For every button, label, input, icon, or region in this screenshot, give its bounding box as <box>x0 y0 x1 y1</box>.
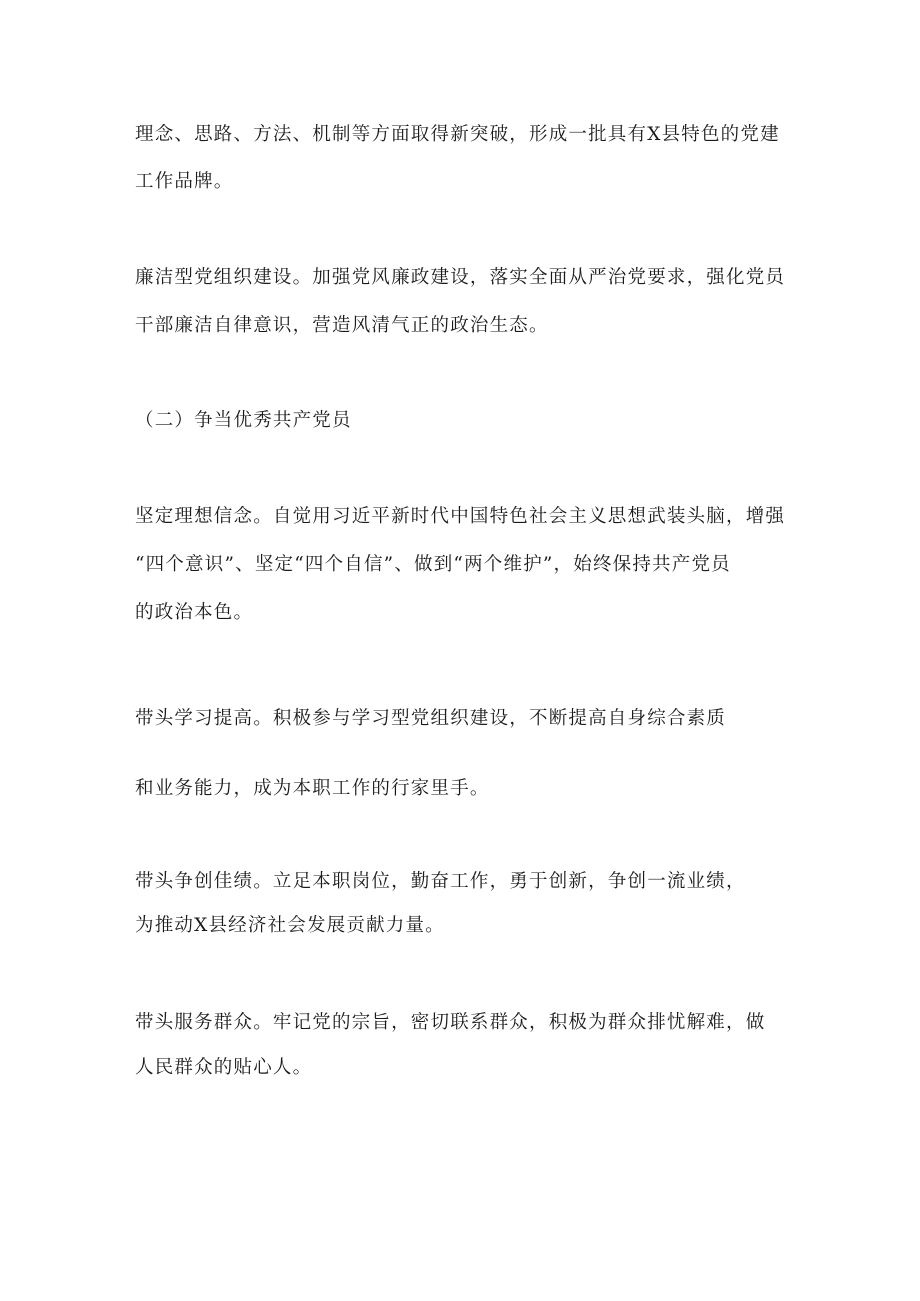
paragraph-line: 为推动X县经济社会发展贡献力量。 <box>135 915 445 936</box>
paragraph-line: “四个意识”、坚定“四个自信”、做到“两个维护”，始终保持共产党员 <box>135 554 731 575</box>
section-heading: （二）争当优秀共产党员 <box>135 410 352 431</box>
paragraph-line: 干部廉洁自律意识，营造风清气正的政治生态。 <box>135 315 549 336</box>
paragraph-line: 和业务能力，成为本职工作的行家里手。 <box>135 778 490 799</box>
paragraph-line: 工作品牌。 <box>135 171 234 192</box>
paragraph-line: 理念、思路、方法、机制等方面取得新突破，形成一批具有X县特色的党建 <box>135 124 780 145</box>
paragraph-line: 带头服务群众。牢记党的宗旨，密切联系群众，积极为群众排忧解难，做 <box>135 1012 766 1033</box>
paragraph-line: 人民群众的贴心人。 <box>135 1057 313 1078</box>
paragraph-line: 廉洁型党组织建设。加强党风廉政建设，落实全面从严治党要求，强化党员 <box>135 267 786 288</box>
paragraph-line: 带头学习提高。积极参与学习型党组织建设，不断提高自身综合素质 <box>135 708 727 729</box>
paragraph-line: 坚定理想信念。自觉用习近平新时代中国特色社会主义思想武装头脑，增强 <box>135 506 786 527</box>
paragraph-line: 带头争创佳绩。立足本职岗位，勤奋工作，勇于创新，争创一流业绩， <box>135 871 746 892</box>
paragraph-line: 的政治本色。 <box>135 602 254 623</box>
